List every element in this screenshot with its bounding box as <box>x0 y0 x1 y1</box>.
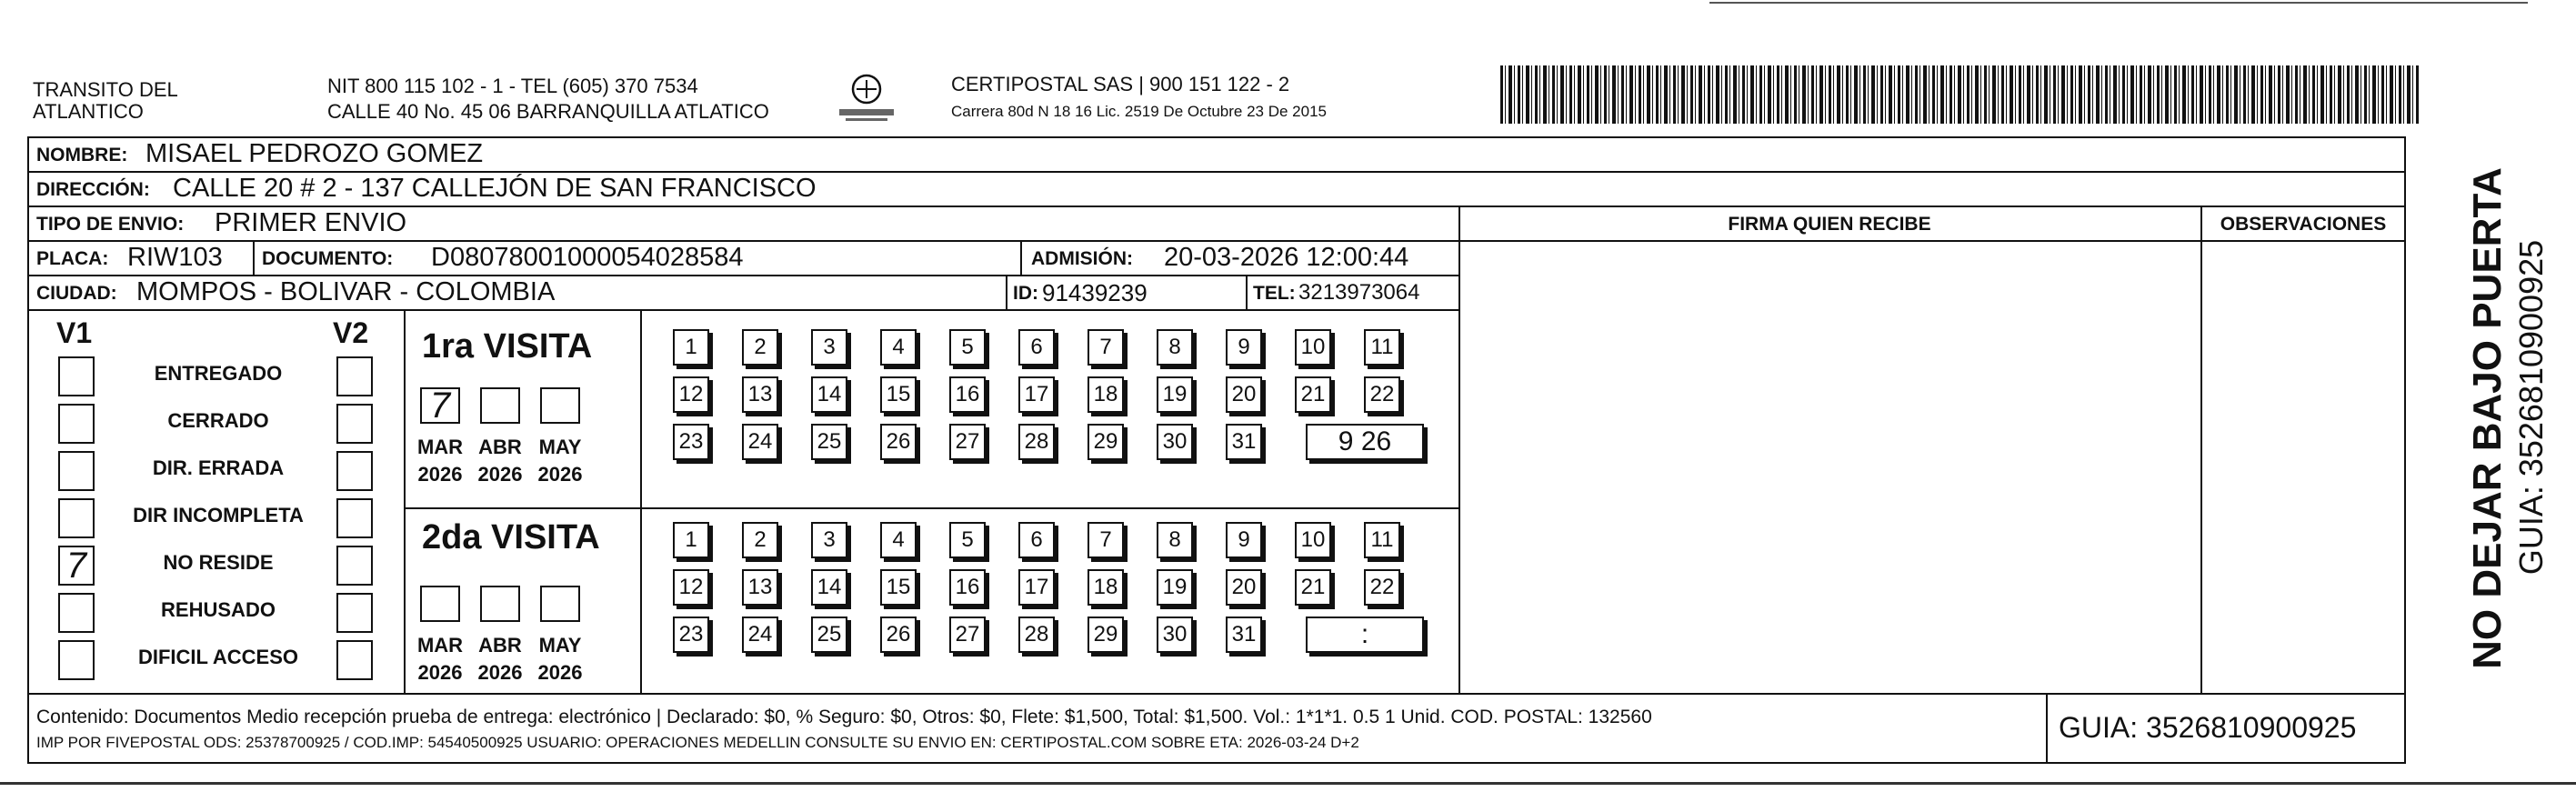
visit1-day-box[interactable]: 9 <box>1226 329 1262 366</box>
visit2-day-box[interactable]: 9 <box>1226 522 1262 558</box>
visit1-day-box[interactable]: 16 <box>949 376 986 413</box>
visit2-day-box[interactable]: 3 <box>811 522 847 558</box>
visit1-day-box[interactable]: 15 <box>880 376 917 413</box>
visit1-day-box[interactable]: 22 <box>1364 376 1400 413</box>
visit1-day-box[interactable]: 13 <box>742 376 778 413</box>
no-dejar-bajo-puerta: NO DEJAR BAJO PUERTA <box>2465 167 2510 669</box>
visit1-day-box[interactable]: 18 <box>1088 376 1124 413</box>
v2-checkbox[interactable] <box>336 451 373 491</box>
visit1-day-box[interactable]: 19 <box>1157 376 1193 413</box>
visit2-day-box[interactable]: 5 <box>949 522 986 558</box>
visit1-year-label: 2026 <box>537 463 583 486</box>
visit1-day-box[interactable]: 23 <box>673 424 709 460</box>
visit2-day-box[interactable]: 14 <box>811 569 847 606</box>
footer-imp: IMP POR FIVEPOSTAL ODS: 25378700925 / COD.IMP: 54540500925 USUARIO: OPERACIONES MEDELLIN CONSULTE SU ENVIO EN: CERTIPOSTAL.COM SOBRE ETA: 2026-03-24 D+2 <box>36 734 1359 751</box>
v2-checkbox[interactable] <box>336 356 373 396</box>
visit2-day-box[interactable]: 10 <box>1295 522 1331 558</box>
tipo-envio-value: PRIMER ENVIO <box>215 208 407 237</box>
visit2-month-label: ABR <box>478 634 522 657</box>
placa-label: PLACA: <box>36 248 109 269</box>
visit1-day-box[interactable]: 30 <box>1157 424 1193 460</box>
visit2-day-box[interactable]: 15 <box>880 569 917 606</box>
visit2-day-box[interactable]: 1 <box>673 522 709 558</box>
nit-line: NIT 800 115 102 - 1 - TEL (605) 370 7534 <box>327 75 698 97</box>
direccion-value: CALLE 20 # 2 - 137 CALLEJÓN DE SAN FRANCISCO <box>173 174 817 203</box>
visit2-day-box[interactable]: 31 <box>1226 617 1262 653</box>
visit2-day-box[interactable]: 29 <box>1088 617 1124 653</box>
v1-label: V1 <box>56 316 93 349</box>
ciudad-value: MOMPOS - BOLIVAR - COLOMBIA <box>136 277 556 306</box>
visit1-day-box[interactable]: 3 <box>811 329 847 366</box>
visit2-day-box[interactable]: 21 <box>1295 569 1331 606</box>
visit2-day-box[interactable]: 30 <box>1157 617 1193 653</box>
visit2-day-box[interactable]: 26 <box>880 617 917 653</box>
nombre-label: NOMBRE: <box>36 145 128 165</box>
visit2-day-box[interactable]: 13 <box>742 569 778 606</box>
firma-header: FIRMA QUIEN RECIBE <box>1728 214 1931 235</box>
visit2-month-label: MAY <box>538 634 582 657</box>
v2-checkbox[interactable] <box>336 498 373 538</box>
visit1-day-box[interactable]: 24 <box>742 424 778 460</box>
visit1-title: 1ra VISITA <box>422 327 593 366</box>
v2-checkbox[interactable] <box>336 593 373 633</box>
tel-label: TEL: <box>1253 283 1296 304</box>
visit2-day-box[interactable]: 25 <box>811 617 847 653</box>
v2-label: V2 <box>333 316 369 349</box>
visit1-day-box[interactable]: 14 <box>811 376 847 413</box>
nombre-value: MISAEL PEDROZO GOMEZ <box>145 139 484 168</box>
visit1-month-label: ABR <box>478 436 522 458</box>
address-line: CALLE 40 No. 45 06 BARRANQUILLA ATLATICO <box>327 100 769 123</box>
visit2-day-box[interactable]: 11 <box>1364 522 1400 558</box>
visit1-month-checkbox[interactable] <box>540 387 580 424</box>
carrier-address: Carrera 80d N 18 16 Lic. 2519 De Octubre 23 De 2015 <box>951 103 1327 120</box>
visit2-day-box[interactable]: 17 <box>1018 569 1055 606</box>
visit2-day-box[interactable]: 23 <box>673 617 709 653</box>
admision-value: 20-03-2026 12:00:44 <box>1164 243 1409 272</box>
v1-checkbox[interactable] <box>58 451 95 491</box>
tel-value: 3213973064 <box>1298 280 1420 305</box>
v1-checkbox[interactable] <box>58 356 95 396</box>
visit1-time-box[interactable]: 9 26 <box>1306 424 1424 460</box>
carrier-name: CERTIPOSTAL SAS | 900 151 122 - 2 <box>951 73 1290 95</box>
tipo-envio-label: TIPO DE ENVIO: <box>36 214 185 235</box>
certipostal-logo <box>835 69 898 125</box>
visit1-day-box[interactable]: 11 <box>1364 329 1400 366</box>
reason-label: DIFICIL ACCESO <box>137 646 298 668</box>
documento-label: DOCUMENTO: <box>262 248 394 269</box>
visit2-month-checkbox[interactable] <box>480 586 520 622</box>
visit1-day-box[interactable]: 5 <box>949 329 986 366</box>
observaciones-header: OBSERVACIONES <box>2220 214 2387 235</box>
barcode <box>1500 65 2421 124</box>
visit2-day-box[interactable]: 28 <box>1018 617 1055 653</box>
id-label: ID: <box>1013 283 1038 304</box>
visit1-day-box[interactable]: 1 <box>673 329 709 366</box>
id-value: 91439239 <box>1042 279 1148 306</box>
side-guia: GUIA: 3526810900925 <box>2512 239 2550 576</box>
visit2-day-box[interactable]: 8 <box>1157 522 1193 558</box>
visit1-month-label: MAY <box>538 436 582 458</box>
reason-label: CERRADO <box>167 409 269 432</box>
visit1-day-box[interactable]: 6 <box>1018 329 1055 366</box>
visit1-day-box[interactable]: 26 <box>880 424 917 460</box>
visit1-day-box[interactable]: 21 <box>1295 376 1331 413</box>
visit2-day-box[interactable]: 6 <box>1018 522 1055 558</box>
visit2-day-box[interactable]: 16 <box>949 569 986 606</box>
visit1-day-box[interactable]: 4 <box>880 329 917 366</box>
visit2-day-box[interactable]: 7 <box>1088 522 1124 558</box>
visit2-title: 2da VISITA <box>422 518 600 556</box>
reason-label: DIR. ERRADA <box>152 456 285 479</box>
visit1-day-box[interactable]: 20 <box>1226 376 1262 413</box>
admision-label: ADMISIÓN: <box>1031 248 1133 269</box>
reason-label: DIR INCOMPLETA <box>133 504 304 526</box>
v2-checkbox[interactable] <box>336 404 373 444</box>
visit2-day-box[interactable]: 18 <box>1088 569 1124 606</box>
scan-edge-bottom <box>0 782 2576 785</box>
org-name-line2: ATLANTICO <box>33 100 144 123</box>
visit2-day-box[interactable]: 27 <box>949 617 986 653</box>
reason-label: ENTREGADO <box>154 362 283 385</box>
v1-checkbox[interactable] <box>58 498 95 538</box>
visit1-month-checkbox[interactable] <box>480 387 520 424</box>
visit1-day-box[interactable]: 8 <box>1157 329 1193 366</box>
v1-checkbox[interactable] <box>58 640 95 680</box>
v1-checkbox[interactable] <box>58 593 95 633</box>
org-name-line1: TRANSITO DEL <box>33 78 178 101</box>
placa-value: RIW103 <box>127 243 223 272</box>
v2-checkbox[interactable] <box>336 546 373 586</box>
v1-checkbox[interactable] <box>58 404 95 444</box>
visit1-month-label: MAR <box>416 436 464 458</box>
v1-checkbox[interactable]: 7 <box>58 546 95 586</box>
visit1-day-box[interactable]: 29 <box>1088 424 1124 460</box>
visit2-day-box[interactable]: 22 <box>1364 569 1400 606</box>
reason-label: REHUSADO <box>161 598 276 621</box>
footer-guia: GUIA: 3526810900925 <box>2059 711 2357 744</box>
footer-contenido: Contenido: Documentos Medio recepción prueba de entrega: electrónico | Declarado: $0, % Seguro: $0, Otros: $0, Flete: $1,500, Total: $1,500. Vol.: 1*1*1. 0.5 1 Unid. COD. POSTAL: 132560 <box>36 707 1652 727</box>
direccion-label: DIRECCIÓN: <box>36 179 150 200</box>
visit1-day-box[interactable]: 31 <box>1226 424 1262 460</box>
visit1-month-checkbox[interactable]: 7 <box>420 387 460 424</box>
reason-label: NO RESIDE <box>163 551 274 574</box>
visit2-day-box[interactable]: 20 <box>1226 569 1262 606</box>
v2-checkbox[interactable] <box>336 640 373 680</box>
visit2-month-checkbox[interactable] <box>420 586 460 622</box>
visit1-day-box[interactable]: 28 <box>1018 424 1055 460</box>
visit2-month-label: MAR <box>416 634 464 657</box>
visit2-year-label: 2026 <box>537 661 583 684</box>
visit1-day-box[interactable]: 25 <box>811 424 847 460</box>
visit2-day-box[interactable]: 4 <box>880 522 917 558</box>
visit1-day-box[interactable]: 12 <box>673 376 709 413</box>
scan-edge-top <box>1709 2 2528 4</box>
visit1-day-box[interactable]: 10 <box>1295 329 1331 366</box>
visit1-day-box[interactable]: 27 <box>949 424 986 460</box>
visit2-time-box[interactable]: : <box>1306 617 1424 653</box>
visit2-year-label: 2026 <box>417 661 463 684</box>
visit2-month-checkbox[interactable] <box>540 586 580 622</box>
visit2-day-box[interactable]: 19 <box>1157 569 1193 606</box>
visit1-day-box[interactable]: 2 <box>742 329 778 366</box>
visit1-year-label: 2026 <box>417 463 463 486</box>
visit1-day-box[interactable]: 7 <box>1088 329 1124 366</box>
visit1-year-label: 2026 <box>477 463 523 486</box>
documento-value: D08078001000054028584 <box>431 243 744 272</box>
visit2-day-box[interactable]: 2 <box>742 522 778 558</box>
visit1-day-box[interactable]: 17 <box>1018 376 1055 413</box>
visit2-day-box[interactable]: 24 <box>742 617 778 653</box>
visit2-year-label: 2026 <box>477 661 523 684</box>
visit2-day-box[interactable]: 12 <box>673 569 709 606</box>
ciudad-label: CIUDAD: <box>36 283 117 304</box>
